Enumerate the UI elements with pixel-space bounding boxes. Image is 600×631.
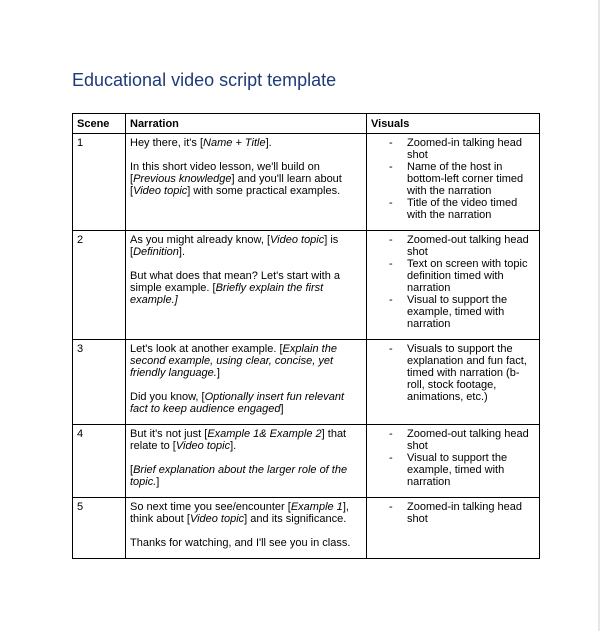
placeholder-text: Brief explanation about the larger role of the topic. xyxy=(130,464,348,488)
placeholder-text: Definition xyxy=(133,246,179,258)
placeholder-text: Name + Title xyxy=(203,137,266,149)
dash-bullet-icon: - xyxy=(389,197,393,209)
placeholder-text: Explain the second example, using clear, concise, yet friendly language. xyxy=(130,343,337,379)
table-row xyxy=(73,498,540,559)
page-title: Educational video script template xyxy=(72,70,337,90)
placeholder-text: Video topic xyxy=(270,234,325,246)
visual-item xyxy=(371,258,535,294)
table-header-row xyxy=(73,114,540,134)
visual-text: Zoomed-in talking head shot xyxy=(407,501,522,525)
table-row xyxy=(73,134,540,231)
placeholder-text: Example 1 xyxy=(290,501,343,513)
dash-bullet-icon: - xyxy=(389,137,393,149)
placeholder-text: Video topic xyxy=(189,513,245,525)
narration-text: ] xyxy=(280,403,284,415)
placeholder-text: Previous knowledge xyxy=(133,173,232,185)
visual-text: Zoomed-in talking head shot xyxy=(407,137,522,161)
visuals-cell xyxy=(367,134,540,231)
narration-paragraph xyxy=(130,428,362,452)
dash-bullet-icon: - xyxy=(389,428,393,440)
visuals-list xyxy=(371,137,535,227)
visual-item xyxy=(371,161,535,197)
visuals-cell xyxy=(367,340,540,425)
narration-cell xyxy=(126,231,367,340)
scene-number: 5 xyxy=(73,498,126,559)
narration-cell xyxy=(126,340,367,425)
dash-bullet-icon: - xyxy=(389,294,393,306)
visual-item xyxy=(371,501,535,525)
narration-paragraph xyxy=(130,343,362,379)
narration-text: As you might already know, [ xyxy=(130,234,271,246)
visual-text: Name of the host in bottom-left corner timed with the narration xyxy=(407,161,524,197)
visual-item xyxy=(371,137,535,161)
narration-text: Hey there, it's [ xyxy=(130,137,204,149)
table-body xyxy=(73,134,540,559)
visual-text: Title of the video timed with the narration xyxy=(407,197,518,221)
visual-text: Visuals to support the explanation and fun fact, timed with narration (b-roll, stock footage, animations, etc.) xyxy=(407,343,527,403)
visual-text: Zoomed-out talking head shot xyxy=(407,428,529,452)
scene-number: 2 xyxy=(73,231,126,340)
narration-paragraph xyxy=(130,137,362,149)
visuals-list xyxy=(371,343,535,409)
table-row xyxy=(73,231,540,340)
visual-item xyxy=(371,343,535,403)
dash-bullet-icon: - xyxy=(389,452,393,464)
table-row xyxy=(73,340,540,425)
dash-bullet-icon: - xyxy=(389,343,393,355)
narration-cell xyxy=(126,425,367,498)
visual-text: Visual to support the example, timed with narration xyxy=(407,294,508,330)
placeholder-text: Briefly explain the first example.] xyxy=(130,282,324,306)
narration-text: Thanks for watching, and I'll see you in class. xyxy=(130,537,351,549)
narration-text: ], think about [ xyxy=(130,501,349,525)
narration-cell xyxy=(126,134,367,231)
narration-text: ]. xyxy=(178,246,186,258)
visuals-list xyxy=(371,428,535,494)
placeholder-text: Example 1& Example 2 xyxy=(207,428,322,440)
scene-number: 4 xyxy=(73,425,126,498)
visuals-list xyxy=(371,234,535,336)
narration-text: So next time you see/encounter [ xyxy=(130,501,291,513)
narration-text: Did you know, [ xyxy=(130,391,205,403)
visual-text: Zoomed-out talking head shot xyxy=(407,234,529,258)
header-narration: Narration xyxy=(126,114,367,134)
visuals-cell xyxy=(367,231,540,340)
dash-bullet-icon: - xyxy=(389,234,393,246)
narration-text: [ xyxy=(130,464,134,476)
dash-bullet-icon: - xyxy=(389,161,393,173)
visuals-cell xyxy=(367,425,540,498)
narration-text: ] xyxy=(156,476,160,488)
placeholder-text: Video topic xyxy=(175,440,231,452)
header-visuals: Visuals xyxy=(367,114,540,134)
visuals-list xyxy=(371,501,535,531)
scene-number: 1 xyxy=(73,134,126,231)
narration-text: ] is [ xyxy=(130,234,339,258)
scene-number: 3 xyxy=(73,340,126,425)
header-scene: Scene xyxy=(73,114,126,134)
narration-text: ] with some practical examples. xyxy=(187,185,341,197)
narration-cell xyxy=(126,498,367,559)
narration-text: But it's not just [ xyxy=(130,428,208,440)
visuals-cell xyxy=(367,498,540,559)
dash-bullet-icon: - xyxy=(389,258,393,270)
narration-text: ]. xyxy=(230,440,237,452)
narration-text: ] that relate to [ xyxy=(130,428,347,452)
narration-text: In this short video lesson, we'll build on [ xyxy=(130,161,320,185)
narration-paragraph xyxy=(130,501,362,525)
narration-paragraph xyxy=(130,391,362,415)
narration-paragraph xyxy=(130,537,362,549)
narration-paragraph xyxy=(130,270,362,306)
narration-paragraph xyxy=(130,464,362,488)
placeholder-text: Optionally insert fun relevant fact to keep audience engaged xyxy=(130,391,345,415)
narration-text: ] and its significance. xyxy=(244,513,347,525)
visual-text: Visual to support the example, timed with narration xyxy=(407,452,508,488)
narration-text: ] xyxy=(216,367,220,379)
narration-text: Let's look at another example. [ xyxy=(130,343,283,355)
narration-text: ] and you'll learn about [ xyxy=(130,173,342,197)
visual-item xyxy=(371,428,535,452)
visual-item xyxy=(371,234,535,258)
narration-paragraph xyxy=(130,161,362,197)
visual-text: Text on screen with topic definition timed with narration xyxy=(407,258,528,294)
table-row xyxy=(73,425,540,498)
script-table xyxy=(72,113,540,559)
narration-paragraph xyxy=(130,234,362,258)
visual-item xyxy=(371,197,535,221)
placeholder-text: Video topic xyxy=(133,185,188,197)
narration-text: But what does that mean? Let's start with a simple example. [ xyxy=(130,270,340,294)
narration-text: ]. xyxy=(265,137,272,149)
visual-item xyxy=(371,452,535,488)
dash-bullet-icon: - xyxy=(389,501,393,513)
visual-item xyxy=(371,294,535,330)
